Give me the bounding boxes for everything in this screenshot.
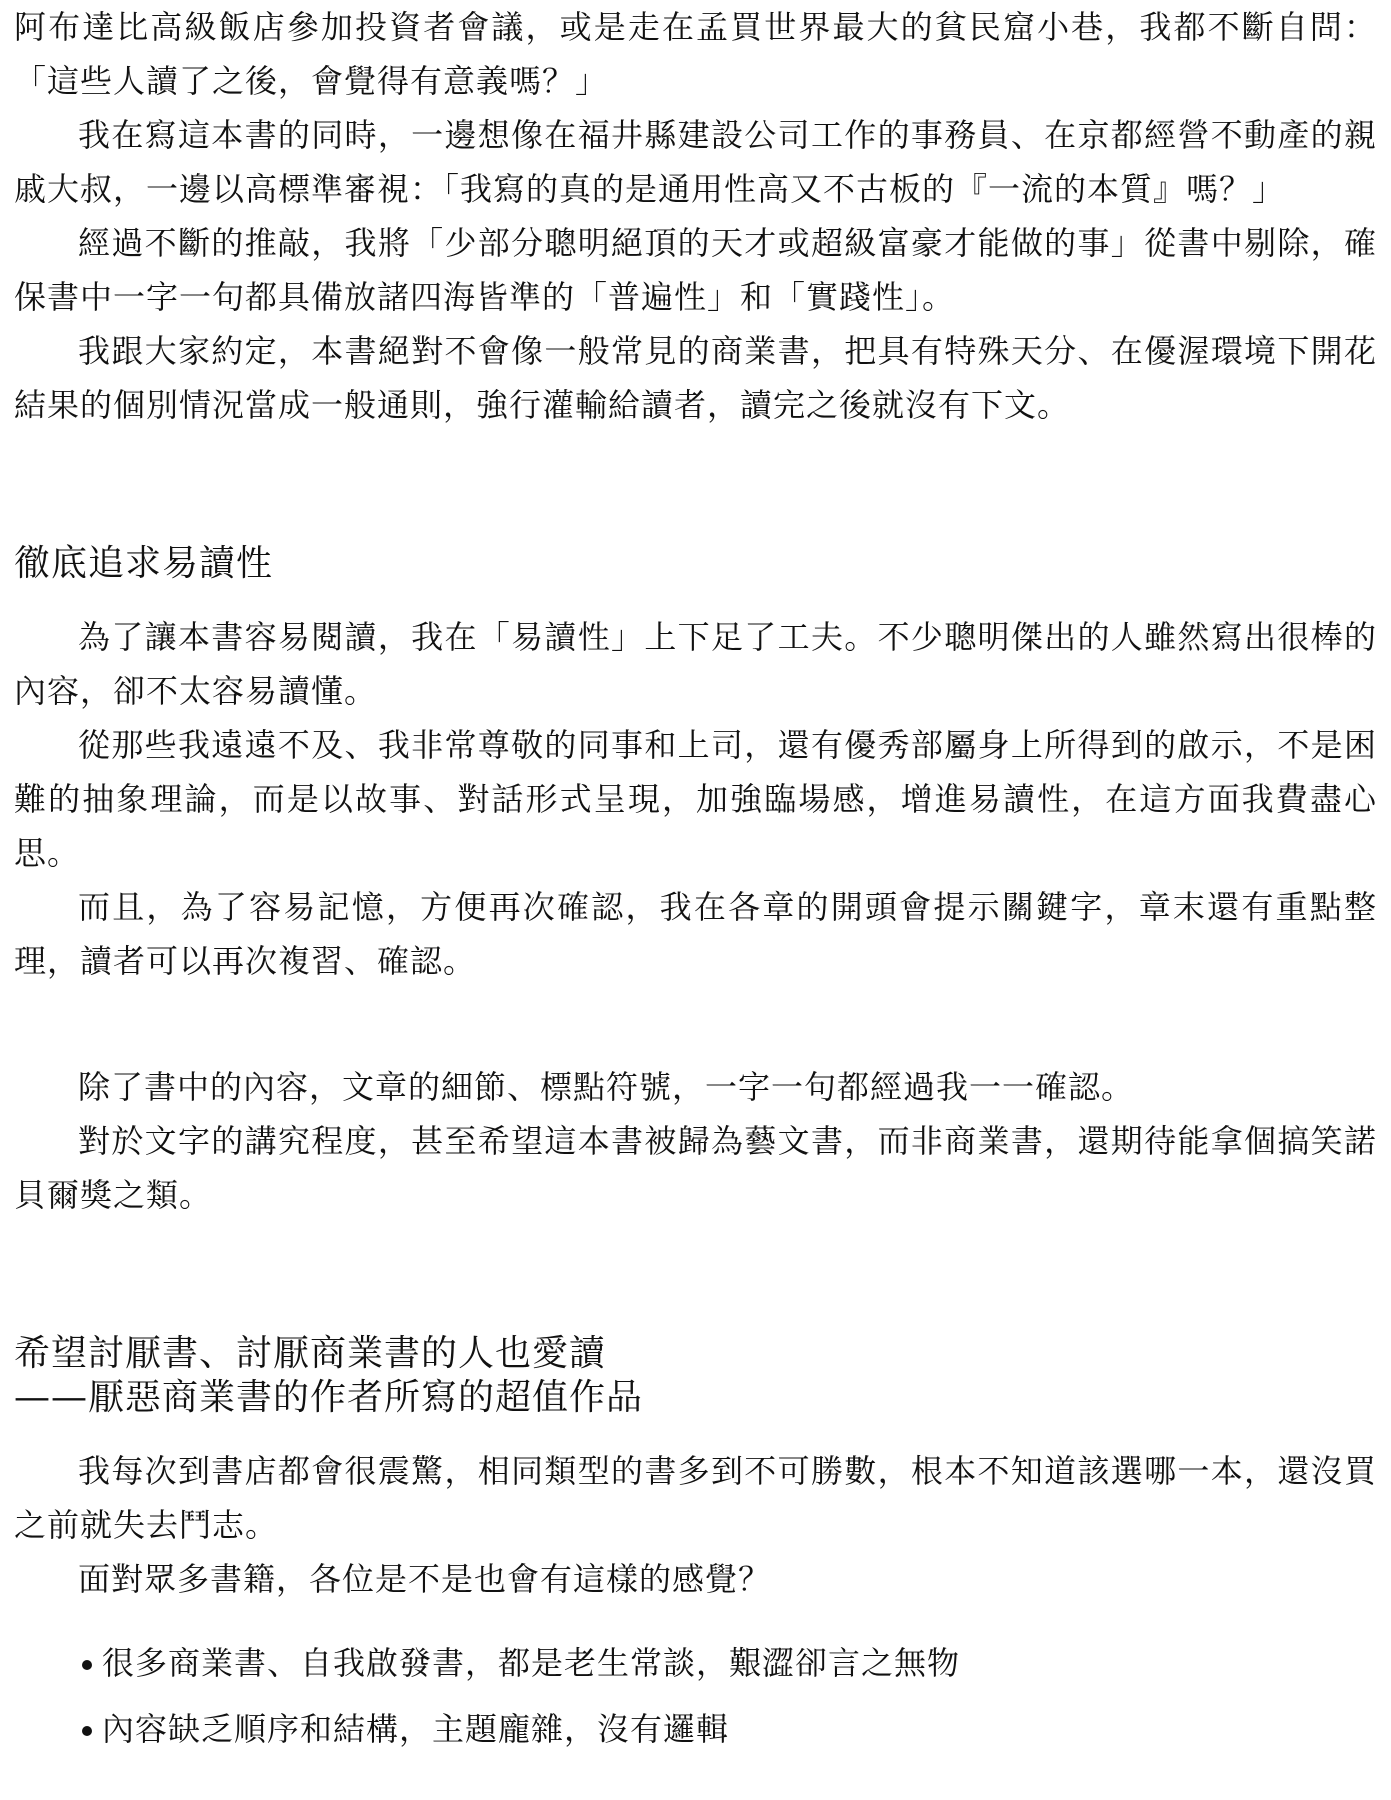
dislike-paragraph-2: 面對眾多書籍，各位是不是也會有這樣的感覺？ [78, 1560, 772, 1598]
list-item-text: 內容缺乏順序和結構，主題龐雜，沒有邏輯 [102, 1710, 730, 1748]
paragraph-spacer [14, 988, 1377, 1060]
section-spacer [14, 432, 1377, 542]
bullet-list [14, 1630, 1377, 1762]
section-spacer [14, 1222, 1377, 1332]
list-item [14, 1630, 1377, 1696]
readability-paragraph-5: 對於文字的講究程度，甚至希望這本書被歸為藝文書，而非商業書，還期待能拿個搞笑諾貝爾獎之類。 [14, 1122, 1377, 1214]
intro-paragraph-4: 我跟大家約定，本書絕對不會像一般常見的商業書，把具有特殊天分、在優渥環境下開花結果的個別情況當成一般通則，強行灌輸給讀者，讀完之後就沒有下文。 [14, 332, 1377, 424]
bullet-icon [82, 1660, 92, 1670]
list-spacer [14, 1606, 1377, 1630]
readability-paragraph-3: 而且，為了容易記憶，方便再次確認，我在各章的開頭會提示關鍵字，章末還有重點整理，讀者可以再次複習、確認。 [14, 888, 1377, 980]
section-heading-readability: 徹底追求易讀性 [14, 543, 274, 584]
intro-paragraph-2: 我在寫這本書的同時，一邊想像在福井縣建設公司工作的事務員、在京都經營不動產的親戚大叔，一邊以高標準審視：「我寫的真的是通用性高又不古板的『一流的本質』嗎？」 [14, 116, 1377, 208]
readability-paragraph-2: 從那些我遠遠不及、我非常尊敬的同事和上司，還有優秀部屬身上所得到的啟示，不是困難的抽象理論，而是以故事、對話形式呈現，加強臨場感，增進易讀性，在這方面我費盡心思。 [14, 726, 1377, 872]
dislike-paragraph-1: 我每次到書店都會很震驚，相同類型的書多到不可勝數，根本不知道該選哪一本，還沒買之前就失去鬥志。 [14, 1452, 1377, 1544]
section-subheading: ——厭惡商業書的作者所寫的超值作品 [14, 1377, 644, 1418]
readability-paragraph-1: 為了讓本書容易閱讀，我在「易讀性」上下足了工夫。不少聰明傑出的人雖然寫出很棒的內容，卻不太容易讀懂。 [14, 618, 1377, 710]
bullet-icon [82, 1726, 92, 1736]
section-heading-dislike-books: 希望討厭書、討厭商業書的人也愛讀 [14, 1333, 607, 1374]
list-item [14, 1696, 1377, 1762]
list-item-text: 很多商業書、自我啟發書，都是老生常談，艱澀卻言之無物 [102, 1644, 961, 1682]
heading-spacer [14, 1420, 1377, 1444]
readability-paragraph-4: 除了書中的內容，文章的細節、標點符號，一字一句都經過我一一確認。 [78, 1068, 1135, 1106]
intro-paragraph-1: 阿布達比高級飯店參加投資者會議，或是走在孟買世界最大的貧民窟小巷，我都不斷自問：「這些人讀了之後，會覺得有意義嗎？」 [14, 8, 1377, 100]
intro-paragraph-3: 經過不斷的推敲，我將「少部分聰明絕頂的天才或超級富豪才能做的事」從書中剔除，確保書中一字一句都具備放諸四海皆準的「普遍性」和「實踐性」。 [14, 224, 1377, 316]
document-page [14, 0, 1377, 1762]
heading-spacer [14, 586, 1377, 610]
